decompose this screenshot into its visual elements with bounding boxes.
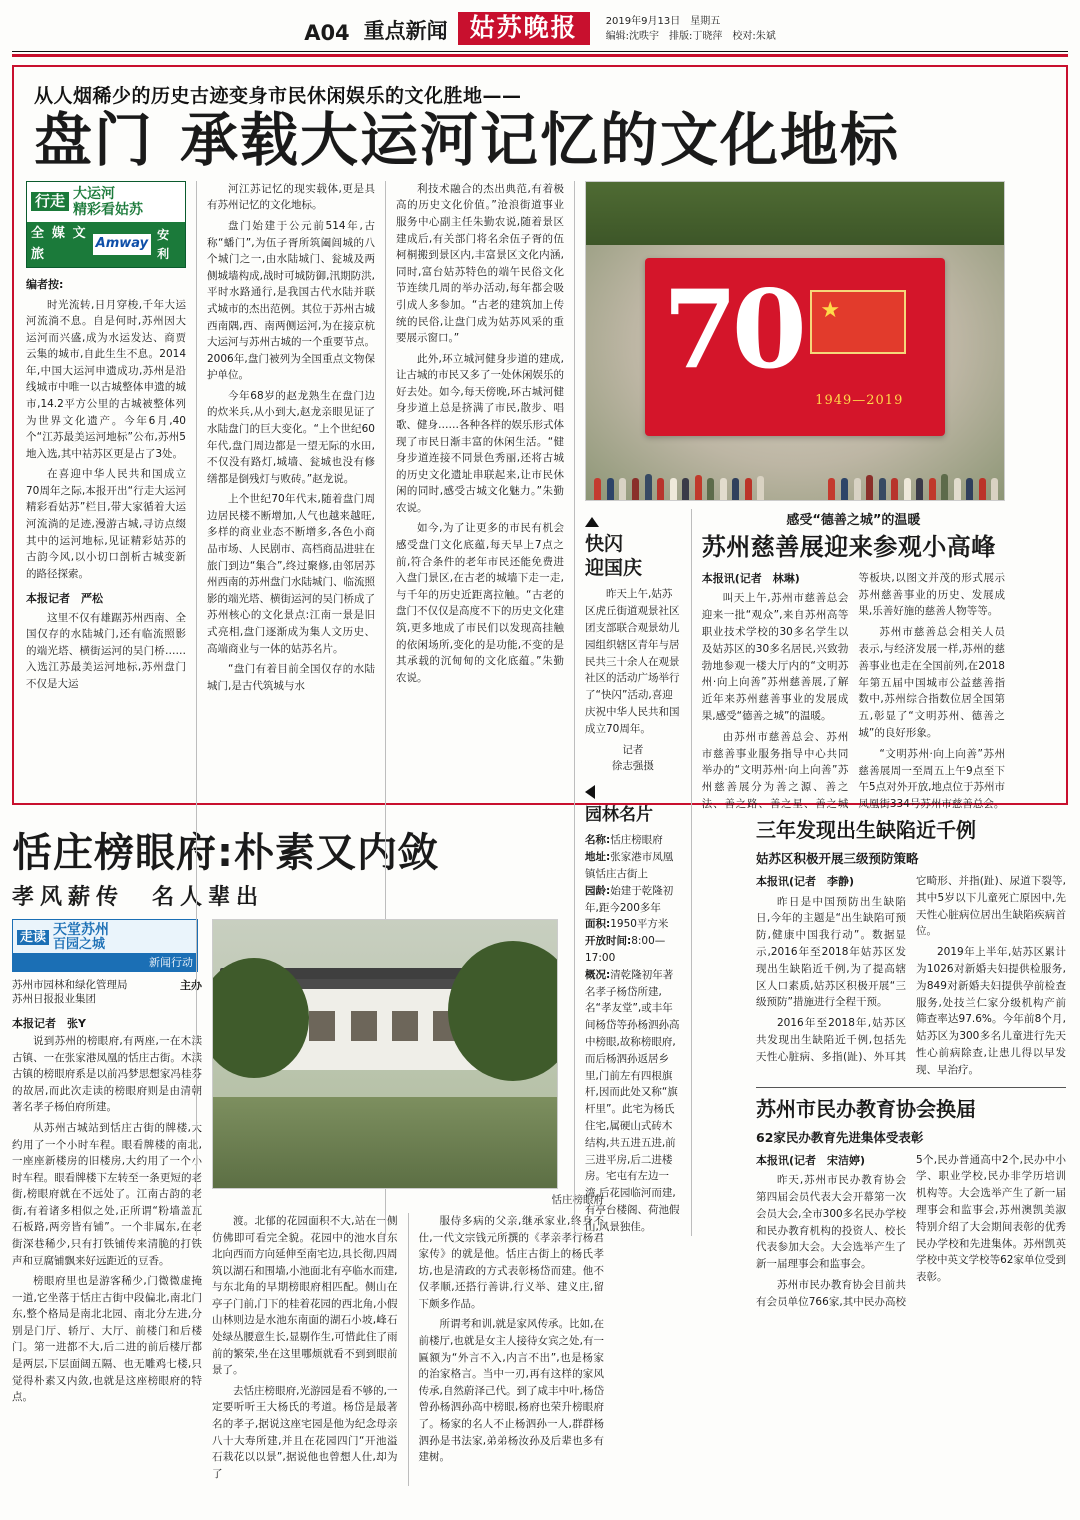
badge-line-1: 大运河 xyxy=(73,185,116,202)
sponsor-wordmark: Amway xyxy=(93,234,151,255)
tianzhuang-p5: 渡。北郁的花园面积不大,站在一侧仿佛即可看完全貌。花园中的池水自东北向西而方向延伸至南宅边,具长彻,四周筑以湖石和围墙,小池面北有亭临水而建,与东北角的早期榜眼府相匹配。侧山在亭子门前,门下的桂着花园的西北角,小假山林则边是水池东南面的湖石小坡,峰石处绿丛腰意生长,显剔作生,可惜此住了雨前的繁荣,坐在这里哪烦就看不到到眼前景了。 xyxy=(212,1215,398,1377)
right-subcolumn-1 xyxy=(585,509,681,1236)
garden-card-title: 园林名片 xyxy=(585,805,653,826)
garden-label-address: 地址: xyxy=(585,851,611,864)
tianzhuang-p6: 去恬庄榜眼府,光游园是看不够的,一定要听听王大杨氏的考道。杨岱是最著名的孝子,据说这座宅园是他为纪念母亲八十大寿所建,并且在花园四门“开池溢石栽花以以景”,据说他也曾想人仕,却为了 xyxy=(212,1384,398,1480)
tianzhuang-byline: 本报记者 张Y xyxy=(12,1017,86,1031)
private-edu-kicker: 62家民办教育先进集体受表彰 xyxy=(756,1129,924,1145)
tianzhuang-col-2b xyxy=(419,1213,605,1486)
charity-body xyxy=(702,570,1005,815)
garden-label-name: 名称: xyxy=(585,834,611,847)
page-number: A04 xyxy=(304,21,350,45)
photo-tianzhuang-mansion xyxy=(212,919,558,1189)
private-edu-p2: 苏州市民办教育协会目前共有会员单位766家,其中民办高校5个,民办普通高中2个,民办中小学、职业学校,民办非学历培训机构等。大会选举产生了新一届理事会和监事会,苏州澳凯美淑特别介绍了大会期间表彰的优秀民办学校和先进集体。苏州凯英学校中英文学校等62家单位受到表彰。 xyxy=(756,1153,1066,1308)
feature-column-1 xyxy=(26,181,186,1236)
feature-col1-body: 这里不仅有雄踞苏州西南、全国仅存的水陆城门,还有临流照影的端光塔、横街运河的吴门桥……入选江苏最美运河地标,苏州盘门不仅是大运 xyxy=(26,611,186,691)
flashmob-title xyxy=(585,533,681,581)
headline-part-1: 盘门 xyxy=(34,106,155,174)
feature-col2-p5: “盘门有着目前全国仅存的水陆城门,是古代筑城与水 xyxy=(207,663,375,692)
organizer-1: 苏州市园林和绿化管理局 xyxy=(12,978,128,991)
tianzhuang-p1: 说到苏州的榜眼府,有两座,一在木渎古镇、一在张家港凤凰的恬庄古街。木渎古镇的榜眼府系是以前冯梦思想家冯桂芬的故居,而此次走读的榜眼府则是由清朝著名孝子杨伯府所建。 xyxy=(12,1035,202,1114)
birth-defect-p1: 昨日是中国预防出生缺陷日,今年的主题是“出生缺陷可预防,健康中国我行动”。数据显示,2016年至2018年姑苏区发现出生缺陷近千例,为了提高辖区人口素质,姑苏区积极开展“三级预防”措施进行全程干预。 xyxy=(756,895,906,1009)
garden-label-overview: 概况: xyxy=(585,968,611,981)
birth-defect-headline: 三年发现出生缺陷近千例 xyxy=(756,818,976,842)
editor-note-label: 编者按: xyxy=(26,278,64,292)
feature-kicker: 从人烟稀少的历史古迹变身市民休闲娱乐的文化胜地—— xyxy=(34,85,522,107)
photo-emblem xyxy=(810,290,906,354)
sponsor-name-cn: 安利 xyxy=(157,227,170,261)
charity-p4: “文明苏州·向上向善”苏州慈善展周一至周五上午9点至下午5点对外开放,地点位于苏州市凤凰街334号苏州市慈善总会。 xyxy=(858,747,1005,811)
section-title: 重点新闻 xyxy=(363,19,448,43)
feature-reporter: 本报记者 严松 xyxy=(26,592,103,606)
badge-lower-line1: 天堂苏州 xyxy=(53,922,110,938)
paper-logo: 姑苏晚报 xyxy=(458,12,590,45)
headline-part-2: 承载大运河记忆的文化地标 xyxy=(180,106,901,174)
feature-col3-p2: 此外,环立城河健身步道的建成,让古城的市民又多了一处休闲娱乐的好去处。如今,每天傍晚,环古城河健身步道上总是挤满了市民,散步、唱歌、健身……各种各样的娱乐形式体现了市民日渐丰富的休闲生活。“健身步道连接不同景色秀丽,还将古城的历史文化遗址串联起来,让市民休闲的同时,感受古城文化魅力。”朱勤农说。 xyxy=(396,352,564,514)
tianzhuang-col-2a xyxy=(212,1213,398,1486)
garden-row-age xyxy=(585,883,681,917)
feature-right-column xyxy=(585,181,1005,1236)
masthead xyxy=(12,0,1068,51)
feature-col3-p3: 如今,为了让更多的市民有机会感受盘门文化底蕴,每天早上7点之前,符合条件的老年市民还能免费进入盘门景区,在古老的城墙下走一走,与千年的历史近距离拉触。“古老的盘门不仅仅是高度不下的历史文化建筑,更多地成了市民们以发现高挂触的依闲场所,变化的是功能,不变的是其承载的沉甸甸的文化底蕴。”朱勤农说。 xyxy=(396,522,564,684)
garden-row-hours xyxy=(585,933,681,967)
badge-walk-label: 行走 xyxy=(31,192,69,211)
feature-col2-p3: 今年68岁的赵龙熟生在盘门边的炊米兵,从小到大,赵龙亲眼见证了水陆盘门的巨大变化。“上个世纪60年代,盘门周边都是一望无际的水田,不仅没有路灯,城墙、瓮城也没有修缮都是倒残灯与败砖。”赵龙说。 xyxy=(207,389,375,485)
masthead-rule-red xyxy=(12,54,1068,57)
flashmob-credit-label: 记者 xyxy=(622,743,644,756)
tianzhuang-p3: 榜眼府里也是游客稀少,门微微虚掩一道,它坐落于恬庄古街中段偏北,南北门东,整个格局是南北北园、南北分左进,分别是门厅、轿厅、大厅、前楼门和后楼门。第一进都不大,后二进的前后楼厅都是两层,下层面阔五隔、也无雕鸡七楼,只觉得朴素又内敛,也就是这座榜眼府的特点。 xyxy=(12,1275,202,1404)
triangle-left-icon xyxy=(585,785,595,799)
badge-lower-line2: 百园之城 xyxy=(53,937,106,953)
charity-headline: 苏州慈善展迎来参观小高峰 xyxy=(701,532,996,561)
garden-row-name xyxy=(585,832,681,849)
flashmob-title-line2: 迎国庆 xyxy=(585,556,643,579)
photo-years: 1949—2019 xyxy=(815,392,904,408)
editor-note-text-2: 在喜迎中华人民共和国成立70周年之际,本报开出“行走大运河 精彩看姑苏”栏目,带大家循着大运河流淌的足迹,漫游古城,寻访点缀其中的运河地标,见证精彩姑苏的古韵今风,以小切口剖析古城变新的路径探索。 xyxy=(26,468,186,580)
flashmob-title-line1: 快闪 xyxy=(585,532,624,555)
tianzhuang-subhead: 孝风薪传 名人辈出 xyxy=(12,885,265,910)
photo-number-70: 70 xyxy=(662,267,801,393)
badge-lower-line3: 新闻行动 xyxy=(13,953,197,971)
tianzhuang-p8: 所谓考和训,就是家风传承。比如,在前楼厅,也就是女主人接待女宾之处,有一匾额为“外言不入,内言不出”,也是杨家的治家格言。当中一刃,再有这样的家风传承,自然蔚泽己代。到了咸丰中叶,杨岱曾孙杨泗孙高中榜眼,杨府也荣升榜眼府了。杨家的名人不止杨泗孙一人,群群杨泗孙是书法家,弟弟杨汝孙及后辈也多有建树。 xyxy=(418,1318,604,1464)
garden-value-name: 恬庄榜眼府 xyxy=(610,834,663,847)
photo-national-day-flashmob xyxy=(585,181,1005,501)
photo-crowd xyxy=(586,379,1004,500)
organizer-host-label: 主办 xyxy=(180,978,202,992)
garden-value-address: 张家港市凤凰镇恬庄古街上 xyxy=(585,851,674,880)
masthead-meta xyxy=(606,15,776,45)
flashmob-credit-name: 徐志强摄 xyxy=(611,760,654,773)
triangle-up-icon xyxy=(585,517,599,527)
feature-col2-p2: 盘门始建于公元前514年,古称“蟠门”,为伍子胥所筑阖闾城的八个城门之一,由水陆城门、瓮城及两侧城墙构成,战时可城防御,汛期防洪,平时水路通行,是我国古代水陆并联式城市的杰出范例。其位于苏州古城西南隅,西、南两侧运河,为在接京杭大运河与苏州古城的一个重要节点。2006年,盘门被列为全国重点文物保护单位。 xyxy=(207,220,375,382)
private-edu-p1: 昨天,苏州市民办教育协会第四届会员代表大会开幕第一次会员大会,全市300多名民办学校和民办教育机构的投资人、校长代表参加大会。大会选举产生了新一届理事会和监事会。 xyxy=(756,1174,906,1271)
charity-p2: 由苏州市慈善总会、苏州市慈善事业服务指导中心共同举办的“文明苏州·向上向善”苏州慈善展分为善之源、善之法、善之路、善之星、善之城等板块,以图文并茂的形式展示苏州慈善事业的历史、发展成果,乐善好施的慈善人物等等。 xyxy=(701,571,1005,811)
private-edu-headline: 苏州市民办教育协会换届 xyxy=(756,1096,976,1121)
tianzhuang-p7: 服侍多病的父亲,继承家业,终身不仕,一代文宗钱元所撰的《孝亲孝行杨君家传》的就是他。恬庄古街上的杨氏孝坊,也是清政的方式表彰杨岱而建。他不仅孝顺,还搭行善讲,行义举、建义庄,留下颇多作品。 xyxy=(418,1215,604,1310)
feature-col3-p1: 利技术融合的杰出典范,有着极高的历史文化价值。”沧浪街道事业服务中心副主任朱勤农说,随着景区建成后,有关部门将名余伍子胥的伍柯桐搬到景区内,丰富景区文化内涵,同时,富台姑苏特色的端午民俗文化节连续几周的举办活动,每年都会吸引成人多参加。“古老的建筑加上传统的民俗,让盘门成为姑苏风采的重要展示窗口。” xyxy=(396,182,564,345)
right-subcolumn-2 xyxy=(702,509,1005,1236)
badge-read-label: 走读 xyxy=(17,930,49,945)
feature-col2-p1: 河江苏记忆的现实载体,更是具有苏州记忆的文化地标。 xyxy=(207,182,375,212)
flashmob-body: 昨天上午,姑苏区虎丘街道观景社区团支部联合观景幼儿园组织辖区青年与居民共三十余人在观景社区的活动广场举行了“快闪”活动,喜迎庆祝中华人民共和国成立70周年。 xyxy=(585,588,680,735)
garden-label-area: 面积: xyxy=(585,918,611,931)
garden-label-hours: 开放时间: xyxy=(585,935,632,948)
garden-card xyxy=(585,832,681,1235)
photo-caption: 恬庄榜眼府 xyxy=(551,1194,604,1206)
garden-label-age: 园龄: xyxy=(585,884,611,897)
garden-row-overview xyxy=(585,967,681,1236)
masthead-rule xyxy=(12,51,1068,52)
private-edu-byline: 本报讯(记者 宋洁婷) xyxy=(756,1153,866,1167)
garden-value-overview: 清乾隆初年著名孝子杨岱所建,名“孝友堂”,或丰年间杨岱等孙杨泗孙高中榜眼,故称榜眼府,而后杨泗孙返居乡里,门前左有四根旗杆,因而此处又称“旗杆里”。此宅为杨氏住宅,属硬山式砖木结构,共五进五进,前三进平房,后二进楼房。宅屯有左边一湾,后花园临河而建,有亭台楼阁、荷池假山,风景独佳。 xyxy=(585,968,680,1233)
editor-note-text: 时光流转,日月穿梭,千年大运河流淌不息。自是何时,苏州因大运河而兴盛,成为水运发达、商贾云集的城市,自此生生不息。2014年,中国大运河申遗成功,苏州是沿线城市中唯一以古城整体申遗的城市,14.2平方公里的古城被整体列为世界文化遗产。今年6月,40个“江苏最美运河地标”公布,苏州5地入选,其中祜苏区更是占了3处。 xyxy=(26,298,186,460)
garden-row-area xyxy=(585,916,681,933)
garden-value-age: 始建于乾隆初年,距今200多年 xyxy=(585,884,674,914)
birth-defect-p3: 2019年上半年,姑苏区累计为1026对新婚夫妇提供检服务,为849对新婚夫妇提供孕前检查服务,处技兰仁家分级机构产前筛查率达97.6%。今年前8个月,姑苏区为300多名儿童进行先天性心前病除查,让患儿得以早发现、早治疗。 xyxy=(916,946,1066,1076)
issue-credits: 编辑:沈昳宇 排版:丁晓萍 校对:朱斌 xyxy=(605,30,776,42)
badge-line-2: 精彩看姑苏 xyxy=(73,201,144,218)
issue-date: 2019年9月13日 星期五 xyxy=(605,16,721,27)
charity-p1: 叫天上午,苏州市慈善总会迎来一批“观众”,来自苏州高等职业技术学校的30多名学生以及姑苏区的30多名居民,兴致勃勃地参观一楼大厅内的“文明苏州·向上向善”苏州慈善展,了解近年来苏州慈善事业的发展成果,感受“德善之城”的温暖。 xyxy=(701,592,849,723)
sponsor-badge xyxy=(26,181,186,268)
birth-defect-byline: 本报讯(记者 李静) xyxy=(756,875,855,888)
feature-headline xyxy=(34,106,1054,174)
charity-p3: 苏州市慈善总会相关人员表示,与经济发展一样,苏州的慈善事业也走在全国前列,在2018年第五届中国城市公益慈善指数中,苏州综合指数位居全国第五,彰显了“文明苏州、德善之城”的良好形象。 xyxy=(858,626,1005,740)
birth-defect-kicker: 姑苏区积极开展三级预防策略 xyxy=(756,851,919,866)
tianzhuang-body-bottom xyxy=(212,1213,604,1486)
badge-media-label: 全媒文旅 xyxy=(31,226,87,262)
charity-byline: 本报讯(记者 林琳) xyxy=(701,571,800,585)
star-icon: ★ xyxy=(820,298,841,324)
charity-kicker: 感受“德善之城”的温暖 xyxy=(786,512,921,528)
organizer-2: 苏州日报报业集团 xyxy=(12,993,96,1006)
garden-row-address xyxy=(585,849,681,883)
feature-col2-p4: 上个世纪70年代末,随着盘门周边居民楼不断增加,人气也越来越旺,多样的商业业态不断增多,各色小商品市场、人民剧市、高档商品进驻在旅门到边“集合”,终过聚修,由邻居苏州西南的苏州盘门水陆城门、临流照影的端光塔、横街运河的吴门桥成了苏州核心的文化景点:江南一景是旧式亮相,盘门逐渐成为集人文历史、高端商业与一体的姑苏名片。 xyxy=(207,493,375,655)
tianzhuang-headline: 恬庄榜眼府:朴素又内敛 xyxy=(12,830,439,876)
garden-value-hours: 8:00—17:00 xyxy=(585,935,666,964)
garden-value-area: 1950平方米 xyxy=(610,918,669,931)
birth-defect-p2: 2016年至2018年,姑苏区共发现出生缺陷近千例,包括先天性心脏病、多指(趾)、外耳其它畸形、并指(趾)、尿道下裂等,其中5岁以下儿童死亡原因中,先天性心脏病位居出生缺陷疾病首位。 xyxy=(756,875,1066,1063)
tianzhuang-p2: 从苏州古城站到恬庄古街的牌楼,大约用了一个小时车程。眼看牌楼的南北,一座座新楼房的旧楼房,大约用了一个小时车程。眼看牌楼下左转至一条更短的老街,榜眼府就在不远处了。江南古韵的老街,有着诸多相似之处,正所谓“粉墙盖瓦石板路,两旁皆有铺”。一个非属东,在老街深巷稀少,只有打铁铺传来清脆的打铁声和豆腐铺飘来好远距近的豆香。 xyxy=(12,1121,202,1267)
